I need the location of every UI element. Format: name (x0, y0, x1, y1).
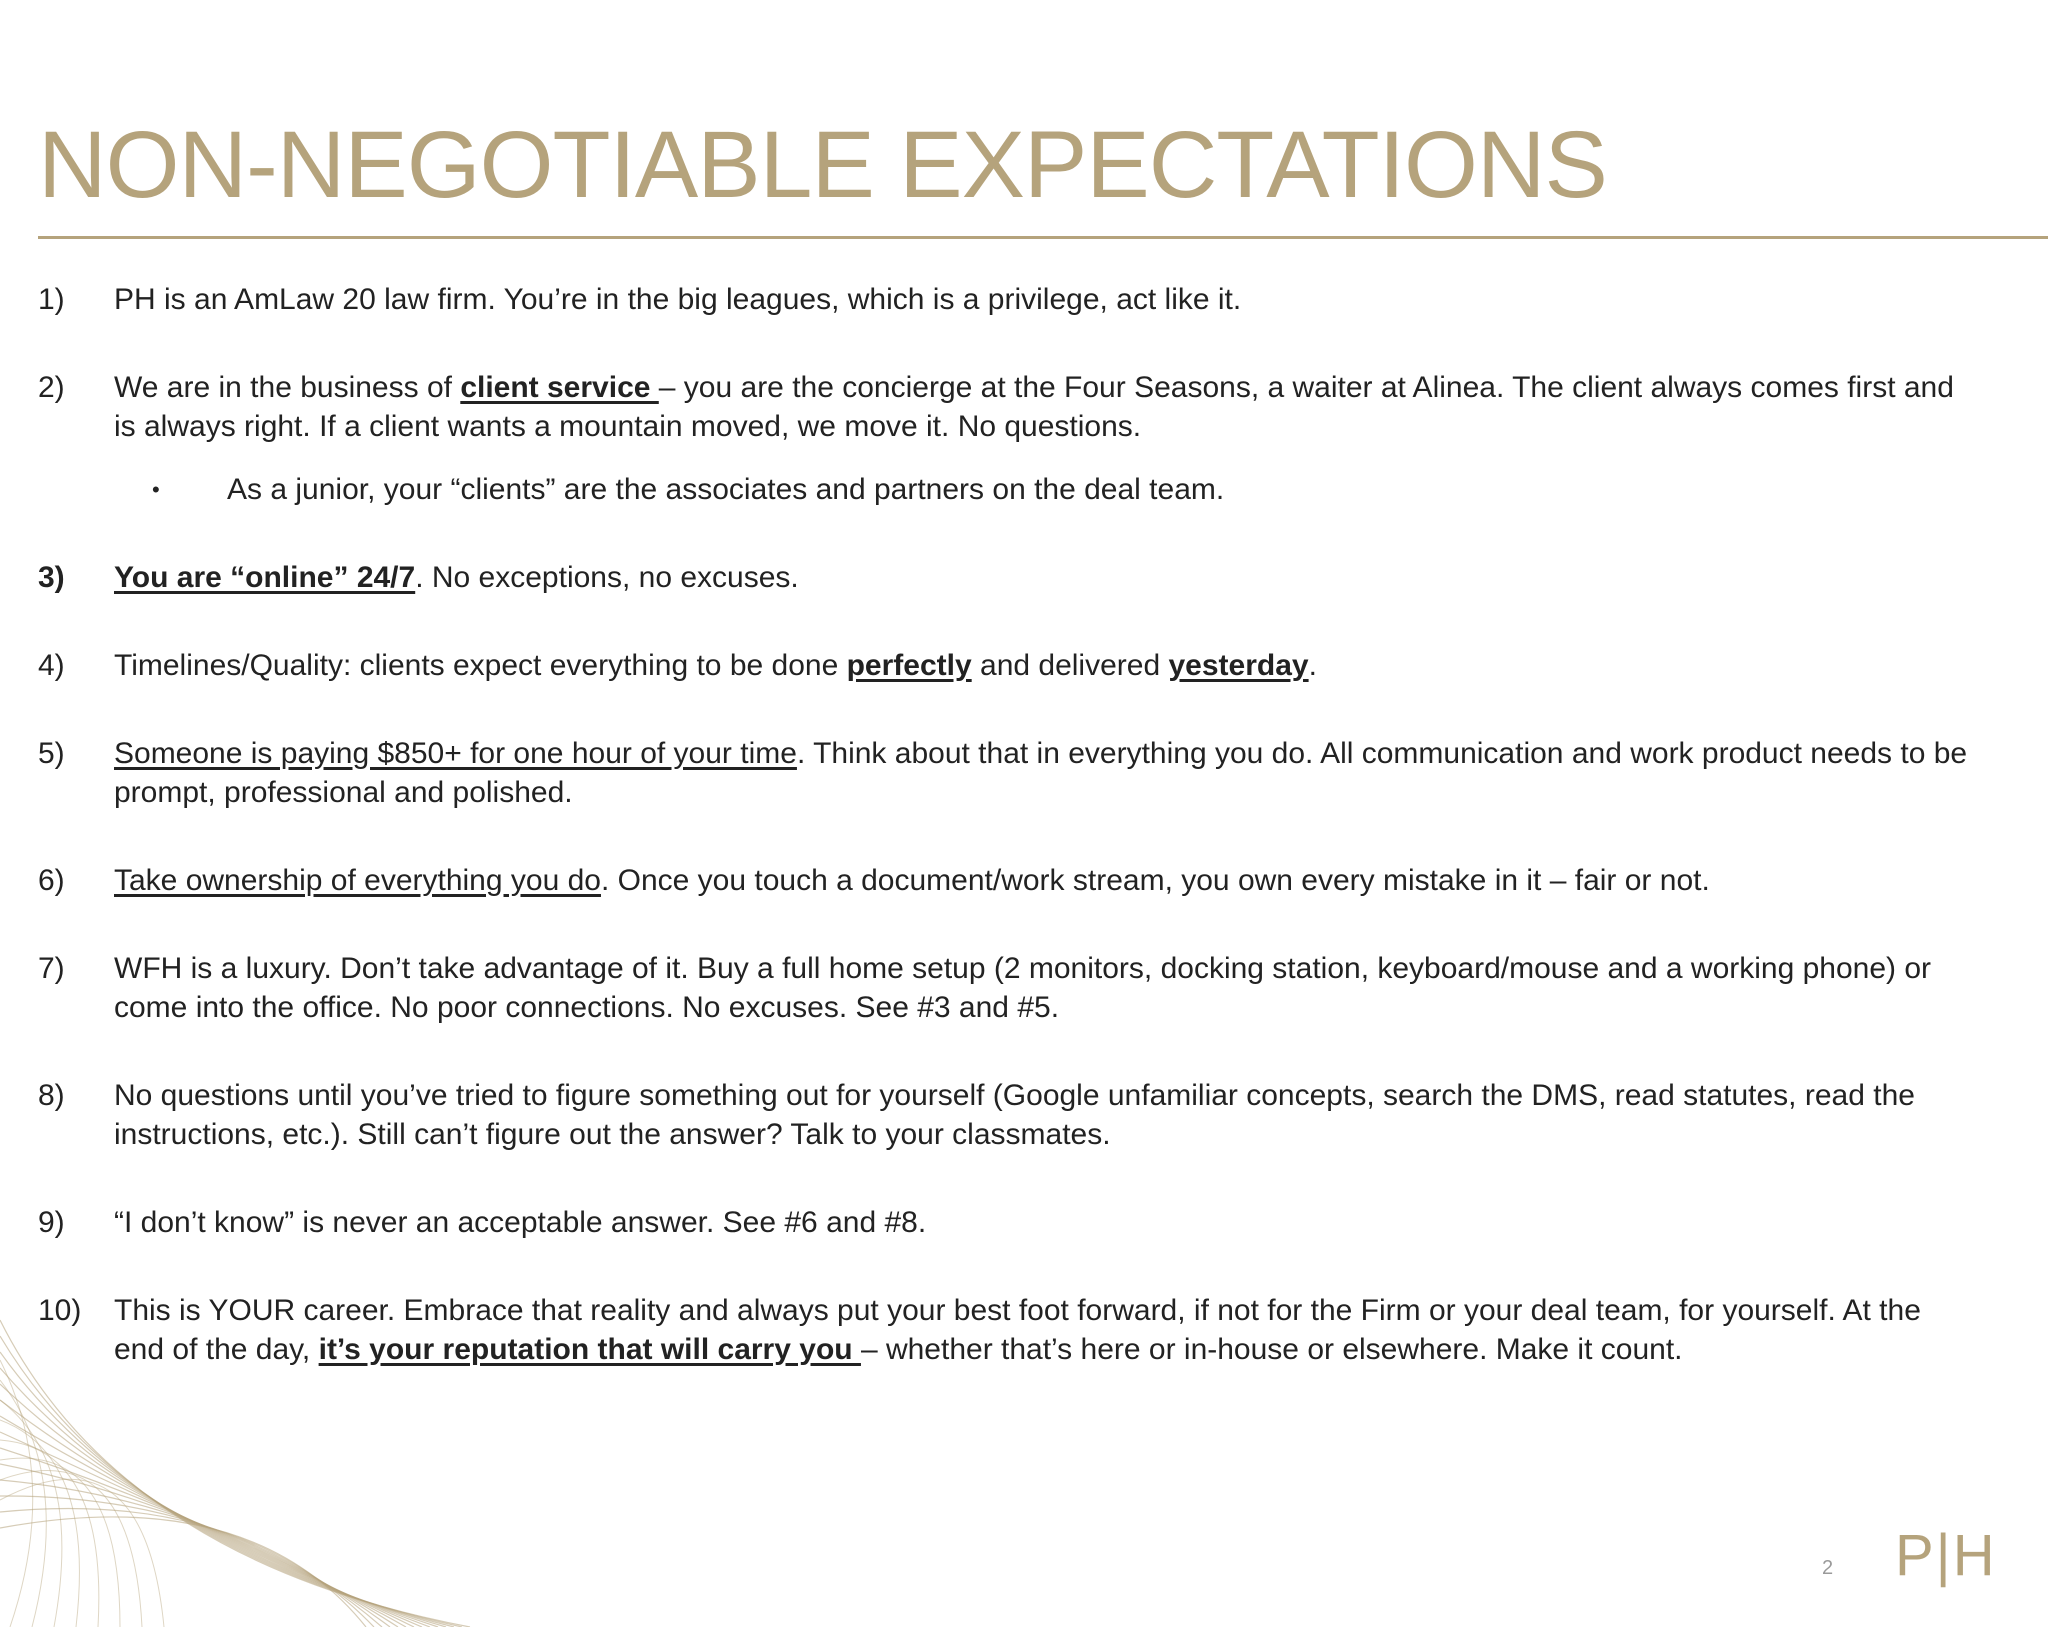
list-item (38, 734, 1973, 812)
text-segment: – whether that’s here or in-house or elsewhere. Make it count. (860, 1333, 1683, 1366)
list-item (38, 280, 1973, 319)
item-number: 4) (38, 649, 65, 682)
bullet-icon: • (152, 477, 160, 502)
item-number: 1) (38, 283, 65, 316)
decorative-curve (0, 1464, 398, 1627)
item-text (114, 737, 1967, 809)
list-item (38, 1203, 1973, 1242)
item-number: 10) (38, 1294, 82, 1327)
item-text (114, 561, 799, 594)
emphasized-text: Someone is paying $850+ for one hour of your time (114, 737, 797, 770)
text-segment: Timelines/Quality: clients expect everything to be done (114, 649, 847, 682)
item-text (114, 283, 1241, 316)
decorative-curve (0, 1336, 462, 1627)
expectations-list (38, 280, 1973, 1369)
list-item (38, 368, 1973, 509)
list-item (38, 1076, 1973, 1154)
decorative-curve (0, 1360, 33, 1627)
text-segment: PH is an AmLaw 20 law firm. You’re in the big leagues, which is a privilege, act like it. (114, 283, 1242, 316)
list-item (38, 558, 1973, 597)
text-segment: “I don’t know” is never an acceptable answer. See #6 and #8. (114, 1206, 927, 1239)
decorative-curve (0, 1384, 438, 1627)
item-text (114, 1079, 1915, 1151)
page-number: 2 (1822, 1557, 1834, 1579)
emphasized-text: yesterday (1168, 649, 1309, 682)
text-segment: – you are the concierge at the Four Seasons, a waiter at Alinea. The client always comes first and is always right. If a client wants a mountain moved, we move it. No questions. (114, 371, 1954, 443)
firm-logo: P|H (1895, 1523, 1997, 1588)
text-segment: . Think about that in everything you do. All communication and work product needs to be prompt, professional and polished. (114, 737, 1968, 809)
emphasized-text: Take ownership of everything you do (114, 864, 601, 897)
text-segment: and delivered (971, 649, 1169, 682)
item-number: 2) (38, 371, 65, 404)
emphasized-text: You are “online” 24/7 (114, 561, 416, 594)
title-rule (38, 236, 2048, 239)
list-item (38, 949, 1973, 1027)
text-segment: This is YOUR career. Embrace that reality and always put your best foot forward, if not for the Firm or your deal team, for yourself. At the end of the day, (114, 1294, 1921, 1366)
item-number: 5) (38, 737, 65, 770)
text-segment: WFH is a luxury. Don’t take advantage of it. Buy a full home setup (2 monitors, docking station, keyboard/mouse and a working phone) or come into the office. No poor connections. No excuses. See #3 and #5. (114, 952, 1932, 1024)
page-title: NON-NEGOTIABLE EXPECTATIONS (38, 112, 1607, 218)
emphasized-text: client service (460, 371, 659, 404)
item-number: 9) (38, 1206, 65, 1239)
emphasized-text: it’s your reputation that will carry you (318, 1333, 861, 1366)
item-number: 8) (38, 1079, 65, 1112)
text-segment: . Once you touch a document/work stream, you own every mistake in it – fair or not. (600, 864, 1710, 897)
decorative-curve (0, 1416, 422, 1627)
text-segment: . (1308, 649, 1317, 682)
item-text (114, 864, 1710, 897)
item-number: 3) (38, 561, 65, 594)
sub-bullet (114, 470, 1973, 509)
decorative-curve (0, 1471, 142, 1627)
text-segment: . No exceptions, no excuses. (415, 561, 799, 594)
decorative-curve (0, 1517, 366, 1627)
list-item (38, 646, 1973, 685)
item-text (114, 371, 1954, 443)
item-number: 7) (38, 952, 65, 985)
text-segment: We are in the business of (114, 371, 461, 404)
item-text (114, 1206, 926, 1239)
decorative-curve (0, 1368, 446, 1627)
decorative-curves (0, 1300, 480, 1627)
text-segment: No questions until you’ve tried to figure something out for yourself (Google unfamiliar concepts, search the DMS, read statutes, read the instructions, etc.). Still can’t figure out the answer? Talk to your classmates. (114, 1079, 1915, 1151)
emphasized-text: perfectly (846, 649, 972, 682)
item-text (114, 952, 1931, 1024)
sub-bullet-text: As a junior, your “clients” are the associates and partners on the deal team. (227, 473, 1225, 506)
decorative-curve (0, 1508, 374, 1627)
item-number: 6) (38, 864, 65, 897)
decorative-curve (0, 1400, 430, 1627)
list-item (38, 861, 1973, 900)
item-text (114, 649, 1317, 682)
decorative-curve (0, 1380, 46, 1627)
